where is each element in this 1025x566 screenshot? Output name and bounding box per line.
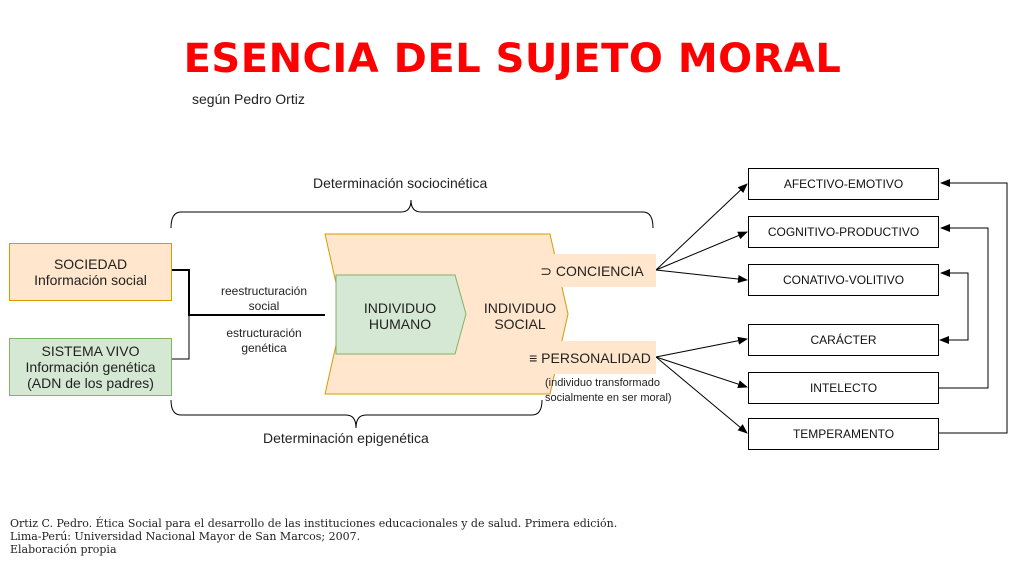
cognitivo-productivo-box: COGNITIVO-PRODUCTIVO [748,216,939,248]
personalidad-note [534,376,700,406]
link-conativo-caracter [941,273,968,340]
personalidad-box: ≡ PERSONALIDAD [524,341,656,374]
sociedad-line1: SOCIEDAD [53,256,128,272]
link-cognitivo-intelecto [939,228,988,388]
caracter-box: CARÁCTER [748,324,939,356]
link-afectivo-temperamento [939,183,1007,433]
personalidad-note-line1: (individuo transformado [545,377,660,389]
estructuracion-label [204,326,324,356]
conativo-volitivo-box: CONATIVO-VOLITIVO [748,264,939,296]
subtitle: según Pedro Ortiz [192,91,305,107]
conciencia-box: ⊃ CONCIENCIA [528,254,656,287]
arrow-conciencia-cognitivo [656,232,747,270]
estructuracion-line2: genética [241,341,287,355]
individuo-humano-line1: INDIVIDUO [363,300,437,316]
sociedad-box [9,243,172,301]
estructuracion-line1: estructuración [226,326,302,340]
individuo-humano-label [345,296,455,336]
reestructuracion-line1: reestructuración [220,284,308,298]
intelecto-box: INTELECTO [748,372,939,404]
sistema-vivo-box [9,338,172,396]
afectivo-emotivo-box: AFECTIVO-EMOTIVO [748,168,939,200]
reference-line2: Lima-Perú: Universidad Nacional Mayor de San Marcos; 2007. [10,530,361,543]
page-title: ESENCIA DEL SUJETO MORAL [183,36,842,82]
bottom-brace [171,400,542,428]
sociedad-line2: Información social [34,272,147,288]
reference [10,517,617,556]
top-determination-label: Determinación sociocinética [313,175,488,191]
individuo-social-line2: SOCIAL [494,316,546,332]
individuo-social-line1: INDIVIDUO [483,300,557,316]
bottom-determination-label: Determinación epigenética [263,430,429,446]
sistema-line3: (ADN de los padres) [27,375,154,391]
individuo-social-label [468,296,572,336]
reestructuracion-label [204,284,324,314]
reference-line1: Ortiz C. Pedro. Ética Social para el desarrollo de las instituciones educacionales y de salud. Primera edición. [10,517,618,530]
reestructuracion-line2: social [248,299,280,313]
arrow-conciencia-conativo [656,270,747,280]
arrow-personalidad-caracter [656,339,747,357]
sistema-line2: Información genética [25,359,156,375]
arrow-conciencia-afectivo [656,184,747,270]
top-brace [171,200,653,228]
personalidad-note-line2: socialmente en ser moral) [545,392,672,404]
temperamento-box: TEMPERAMENTO [748,418,939,450]
reference-line3: Elaboración propia [10,543,117,556]
sistema-connector [172,315,189,359]
individuo-humano-line2: HUMANO [368,316,432,332]
sistema-line1: SISTEMA VIVO [41,343,140,359]
